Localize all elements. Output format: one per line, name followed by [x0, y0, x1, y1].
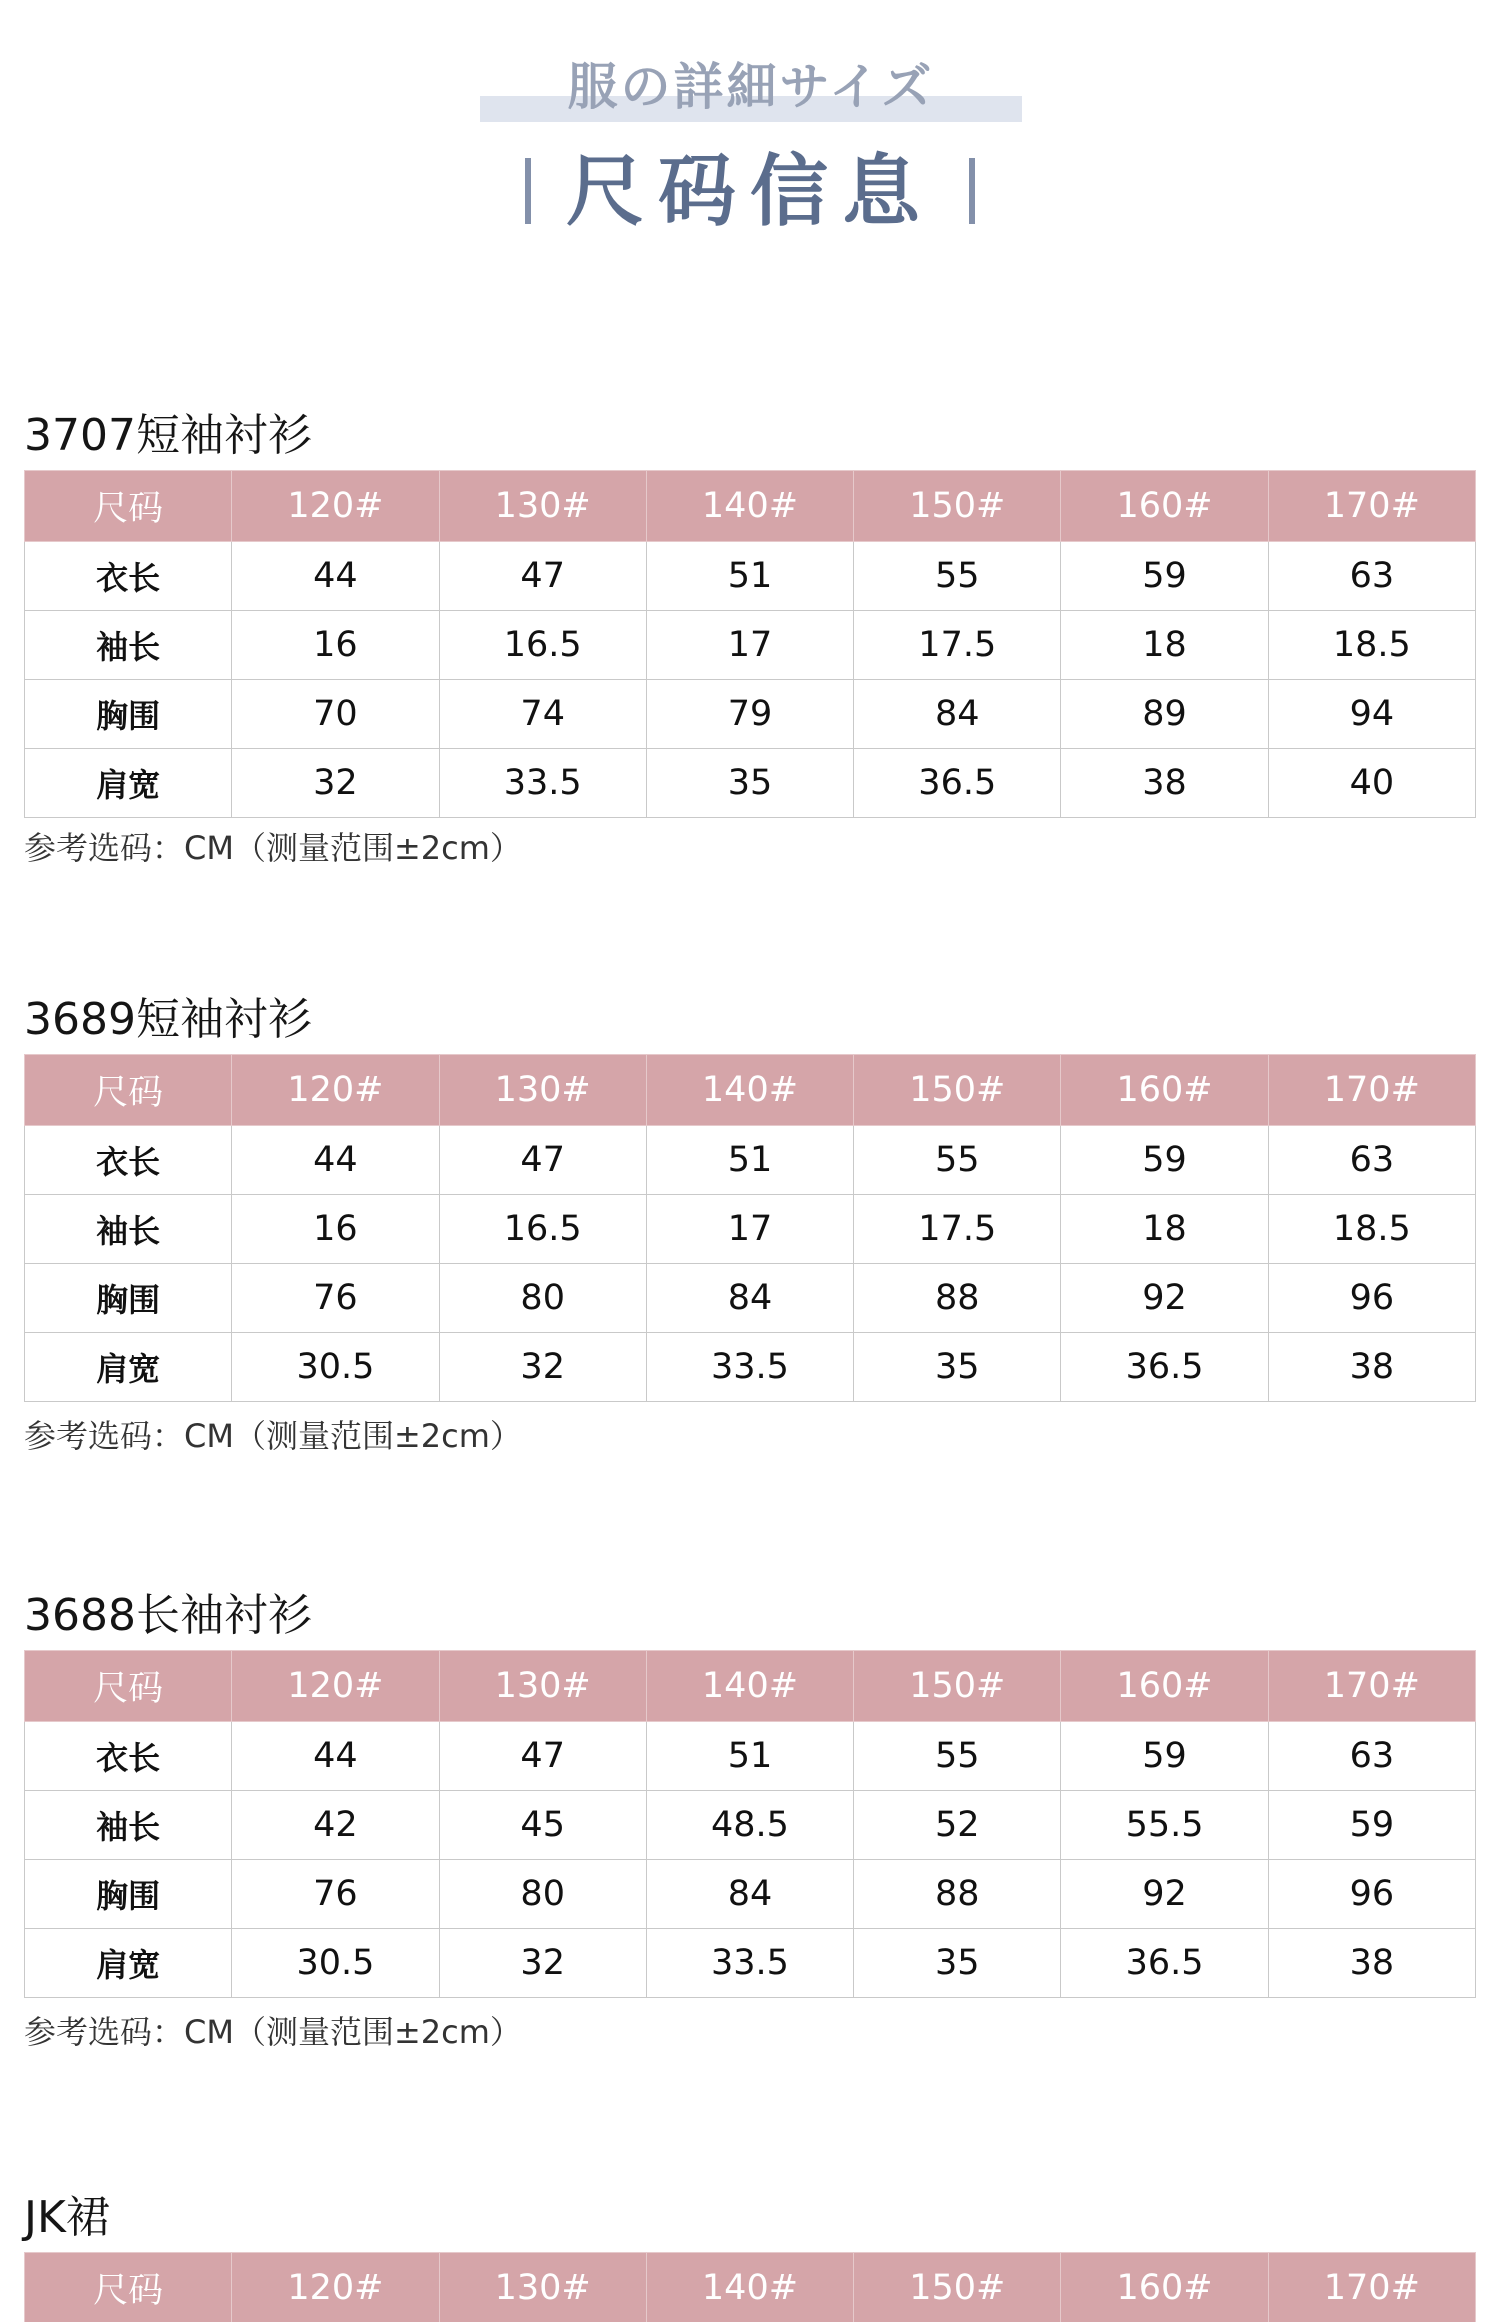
table-cell: 18	[1061, 611, 1268, 680]
header-cell: 尺码	[25, 471, 232, 542]
size-note: 参考选码：CM（测量范围±2cm）	[24, 2013, 522, 2051]
table-cell: 35	[854, 1929, 1061, 1998]
row-label: 胸围	[25, 1264, 232, 1333]
header-cell: 170#	[1268, 471, 1475, 542]
table-header-row	[25, 1651, 1476, 1722]
table-cell: 36.5	[854, 749, 1061, 818]
header-cell: 尺码	[25, 1055, 232, 1126]
header-cell: 130#	[439, 471, 646, 542]
page-subtitle: 服の詳細サイズ	[567, 58, 935, 116]
table-cell: 47	[439, 1722, 646, 1791]
table-cell: 32	[232, 749, 439, 818]
row-label: 衣长	[25, 542, 232, 611]
table-cell: 80	[439, 1860, 646, 1929]
subtitle-block	[480, 52, 1022, 128]
header-cell: 140#	[646, 2253, 853, 2322]
header-cell: 尺码	[25, 2253, 232, 2322]
table-cell: 33.5	[646, 1929, 853, 1998]
table-row	[25, 749, 1476, 818]
section-title: JK裙	[24, 2192, 110, 2243]
header-cell: 120#	[232, 2253, 439, 2322]
header-cell: 150#	[854, 2253, 1061, 2322]
table-header-row	[25, 471, 1476, 542]
header-cell: 130#	[439, 2253, 646, 2322]
table-cell: 17.5	[854, 611, 1061, 680]
table-cell: 17	[646, 611, 853, 680]
table-cell: 32	[439, 1333, 646, 1402]
table-row	[25, 1126, 1476, 1195]
header-cell: 160#	[1061, 1055, 1268, 1126]
row-label: 肩宽	[25, 1333, 232, 1402]
table-cell: 55	[854, 542, 1061, 611]
header-cell: 170#	[1268, 2253, 1475, 2322]
size-section	[0, 406, 1500, 906]
table-cell: 47	[439, 542, 646, 611]
header-cell: 120#	[232, 1055, 439, 1126]
table-cell: 16.5	[439, 1195, 646, 1264]
table-cell: 33.5	[646, 1333, 853, 1402]
title-block	[505, 140, 995, 250]
table-cell: 44	[232, 542, 439, 611]
header-cell: 120#	[232, 1651, 439, 1722]
table-cell: 44	[232, 1126, 439, 1195]
table-cell: 18.5	[1268, 611, 1475, 680]
table-cell: 76	[232, 1860, 439, 1929]
table-cell: 55.5	[1061, 1791, 1268, 1860]
table-cell: 18.5	[1268, 1195, 1475, 1264]
row-label: 袖长	[25, 1195, 232, 1264]
section-title: 3707短袖衬衫	[24, 410, 312, 461]
row-label: 袖长	[25, 1791, 232, 1860]
table-cell: 47	[439, 1126, 646, 1195]
row-label: 肩宽	[25, 749, 232, 818]
header-cell: 150#	[854, 471, 1061, 542]
table-row	[25, 1929, 1476, 1998]
table-cell: 35	[646, 749, 853, 818]
table-cell: 30.5	[232, 1929, 439, 1998]
size-table	[24, 1650, 1476, 1998]
table-cell: 18	[1061, 1195, 1268, 1264]
table-cell: 48.5	[646, 1791, 853, 1860]
table-row	[25, 1333, 1476, 1402]
table-cell: 42	[232, 1791, 439, 1860]
table-cell: 59	[1061, 1722, 1268, 1791]
table-cell: 59	[1268, 1791, 1475, 1860]
table-cell: 52	[854, 1791, 1061, 1860]
table-row	[25, 680, 1476, 749]
row-label: 衣长	[25, 1126, 232, 1195]
table-cell: 35	[854, 1333, 1061, 1402]
table-cell: 89	[1061, 680, 1268, 749]
table-cell: 55	[854, 1722, 1061, 1791]
row-label: 肩宽	[25, 1929, 232, 1998]
table-cell: 92	[1061, 1860, 1268, 1929]
table-cell: 74	[439, 680, 646, 749]
header-cell: 170#	[1268, 1055, 1475, 1126]
section-title: 3688长袖衬衫	[24, 1590, 312, 1641]
table-cell: 33.5	[439, 749, 646, 818]
header-cell: 130#	[439, 1055, 646, 1126]
table-row	[25, 1264, 1476, 1333]
table-cell: 36.5	[1061, 1929, 1268, 1998]
size-table	[24, 470, 1476, 818]
header-cell: 160#	[1061, 2253, 1268, 2322]
row-label: 胸围	[25, 680, 232, 749]
table-row	[25, 1860, 1476, 1929]
page-header	[0, 0, 1500, 260]
table-row	[25, 542, 1476, 611]
header-cell: 140#	[646, 1055, 853, 1126]
size-section	[0, 1586, 1500, 2086]
table-cell: 88	[854, 1860, 1061, 1929]
table-cell: 36.5	[1061, 1333, 1268, 1402]
table-cell: 63	[1268, 542, 1475, 611]
page-title: 尺码信息	[565, 147, 934, 237]
header-cell: 120#	[232, 471, 439, 542]
header-cell: 130#	[439, 1651, 646, 1722]
section-title: 3689短袖衬衫	[24, 994, 312, 1045]
table-cell: 51	[646, 1722, 853, 1791]
header-cell: 150#	[854, 1651, 1061, 1722]
table-cell: 38	[1061, 749, 1268, 818]
table-cell: 84	[646, 1264, 853, 1333]
table-cell: 30.5	[232, 1333, 439, 1402]
table-row	[25, 1195, 1476, 1264]
table-row	[25, 1791, 1476, 1860]
row-label: 衣长	[25, 1722, 232, 1791]
table-cell: 45	[439, 1791, 646, 1860]
table-header-row	[25, 1055, 1476, 1126]
table-cell: 84	[854, 680, 1061, 749]
header-cell: 170#	[1268, 1651, 1475, 1722]
table-cell: 70	[232, 680, 439, 749]
table-cell: 51	[646, 542, 853, 611]
table-cell: 84	[646, 1860, 853, 1929]
table-cell: 59	[1061, 1126, 1268, 1195]
table-cell: 16	[232, 1195, 439, 1264]
table-cell: 38	[1268, 1929, 1475, 1998]
size-note: 参考选码：CM（测量范围±2cm）	[24, 1417, 522, 1455]
table-cell: 17	[646, 1195, 853, 1264]
table-cell: 63	[1268, 1722, 1475, 1791]
table-cell: 55	[854, 1126, 1061, 1195]
header-cell: 160#	[1061, 1651, 1268, 1722]
table-cell: 59	[1061, 542, 1268, 611]
size-note: 参考选码：CM（测量范围±2cm）	[24, 829, 522, 867]
row-label: 胸围	[25, 1860, 232, 1929]
title-right-bar	[969, 158, 975, 224]
table-cell: 51	[646, 1126, 853, 1195]
table-cell: 38	[1268, 1333, 1475, 1402]
table-cell: 32	[439, 1929, 646, 1998]
header-cell: 160#	[1061, 471, 1268, 542]
table-cell: 16.5	[439, 611, 646, 680]
table-cell: 44	[232, 1722, 439, 1791]
table-cell: 92	[1061, 1264, 1268, 1333]
size-section	[0, 990, 1500, 1490]
header-cell: 150#	[854, 1055, 1061, 1126]
size-table	[24, 2252, 1476, 2322]
table-cell: 17.5	[854, 1195, 1061, 1264]
header-cell: 140#	[646, 471, 853, 542]
size-section	[0, 2188, 1500, 2322]
table-cell: 94	[1268, 680, 1475, 749]
header-cell: 尺码	[25, 1651, 232, 1722]
table-row	[25, 1722, 1476, 1791]
table-cell: 63	[1268, 1126, 1475, 1195]
table-header-row	[25, 2253, 1476, 2322]
table-cell: 96	[1268, 1264, 1475, 1333]
table-cell: 88	[854, 1264, 1061, 1333]
size-table	[24, 1054, 1476, 1402]
table-row	[25, 611, 1476, 680]
header-cell: 140#	[646, 1651, 853, 1722]
table-cell: 80	[439, 1264, 646, 1333]
table-cell: 40	[1268, 749, 1475, 818]
table-cell: 16	[232, 611, 439, 680]
table-cell: 96	[1268, 1860, 1475, 1929]
table-cell: 76	[232, 1264, 439, 1333]
row-label: 袖长	[25, 611, 232, 680]
table-cell: 79	[646, 680, 853, 749]
